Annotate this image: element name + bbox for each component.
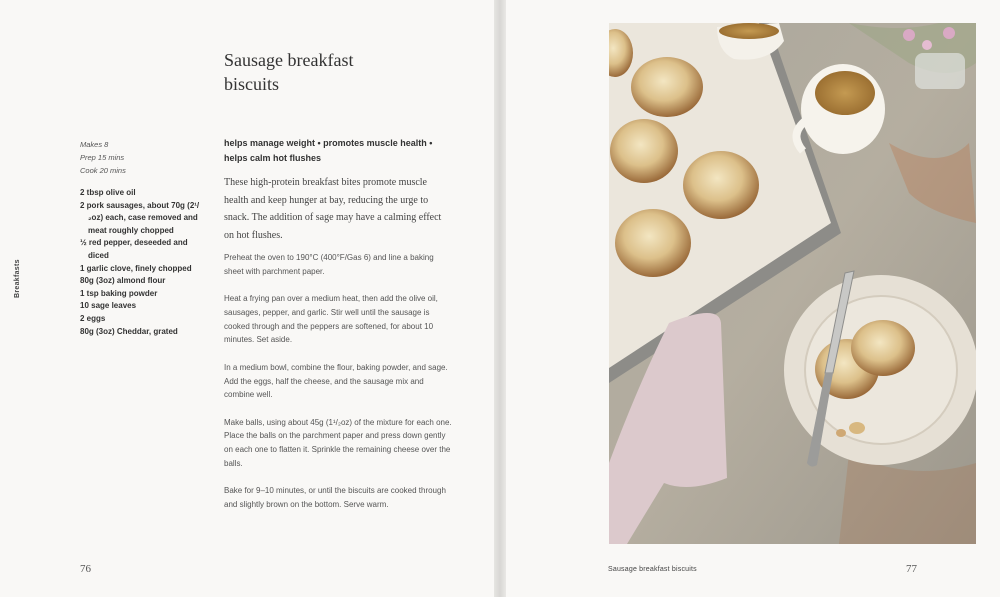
page-number-right: 77	[906, 563, 917, 575]
ingredient-item: 1 tsp baking powder	[80, 288, 158, 298]
method-step: Bake for 9–10 minutes, or until the biscuits are cooked through and slightly brown on the bottom. Serve warm.	[224, 486, 446, 510]
method-step: Preheat the oven to 190°C (400°F/Gas 6) and line a baking sheet with parchment paper.	[224, 253, 434, 276]
recipe-meta	[80, 138, 126, 177]
biscuit	[631, 57, 703, 117]
recipe-photo	[609, 23, 976, 544]
biscuit	[615, 209, 691, 277]
section-tab: Breakfasts	[14, 259, 21, 298]
ingredient-item: 1 garlic clove, finely chopped	[80, 263, 192, 273]
crumb	[849, 422, 865, 434]
recipe-title-line1: Sausage breakfast	[224, 50, 354, 70]
health-benefits: helps manage weight • promotes muscle health • helps calm hot flushes	[224, 138, 433, 163]
method-step: In a medium bowl, combine the flour, baking powder, and sage. Add the eggs, half the cheese, and the sausage mix and combine well.	[224, 362, 448, 400]
book-gutter	[494, 0, 506, 597]
method-step: Make balls, using about 45g (1¹/₂oz) of the mixture for each one. Place the balls on the parchment paper and press down gently on each one to flatten it. Sprinkle the remaining cheese over the balls.	[224, 417, 452, 469]
prep-time: Prep 15 mins	[80, 153, 125, 162]
recipe-intro: These high-protein breakfast bites promote muscle health and keep hunger at bay, reducing the urge to snack. The addition of sage may have a calming effect on hot flushes.	[224, 177, 442, 241]
biscuit	[610, 119, 678, 183]
makes-text: Makes 8	[80, 140, 109, 149]
recipe-title	[224, 48, 353, 96]
flower	[903, 29, 915, 41]
biscuit	[683, 151, 759, 219]
flower	[943, 27, 955, 39]
ingredient-item: 2 eggs	[80, 313, 106, 323]
ingredients-list	[80, 187, 208, 338]
ingredient-item: ½ red pepper, deseeded and diced	[80, 238, 188, 260]
glass-vase	[915, 53, 965, 89]
tea	[719, 23, 779, 39]
left-page	[0, 0, 494, 597]
page-number-left: 76	[80, 563, 91, 575]
ingredient-item: 2 tbsp olive oil	[80, 188, 136, 197]
ingredient-item: 2 pork sausages, about 70g (2¹/₂oz) each, case removed and meat roughly chopped	[80, 200, 200, 235]
biscuit	[851, 320, 915, 376]
flower	[922, 40, 932, 50]
ingredient-item: 80g (3oz) Cheddar, grated	[80, 326, 178, 336]
cook-time: Cook 20 mins	[80, 166, 126, 175]
recipe-title-line2: biscuits	[224, 74, 280, 94]
ingredient-item: 10 sage leaves	[80, 301, 137, 311]
method-steps	[224, 251, 452, 525]
tea	[815, 71, 875, 115]
photo-caption: Sausage breakfast biscuits	[608, 566, 697, 573]
crumb	[836, 429, 846, 437]
ingredient-item: 80g (3oz) almond flour	[80, 276, 166, 286]
method-step: Heat a frying pan over a medium heat, then add the olive oil, sausages, pepper, and garlic. Stir well until the sausage is cooked through and the peppers are softened, for about 10 minutes. Set aside.	[224, 294, 438, 345]
